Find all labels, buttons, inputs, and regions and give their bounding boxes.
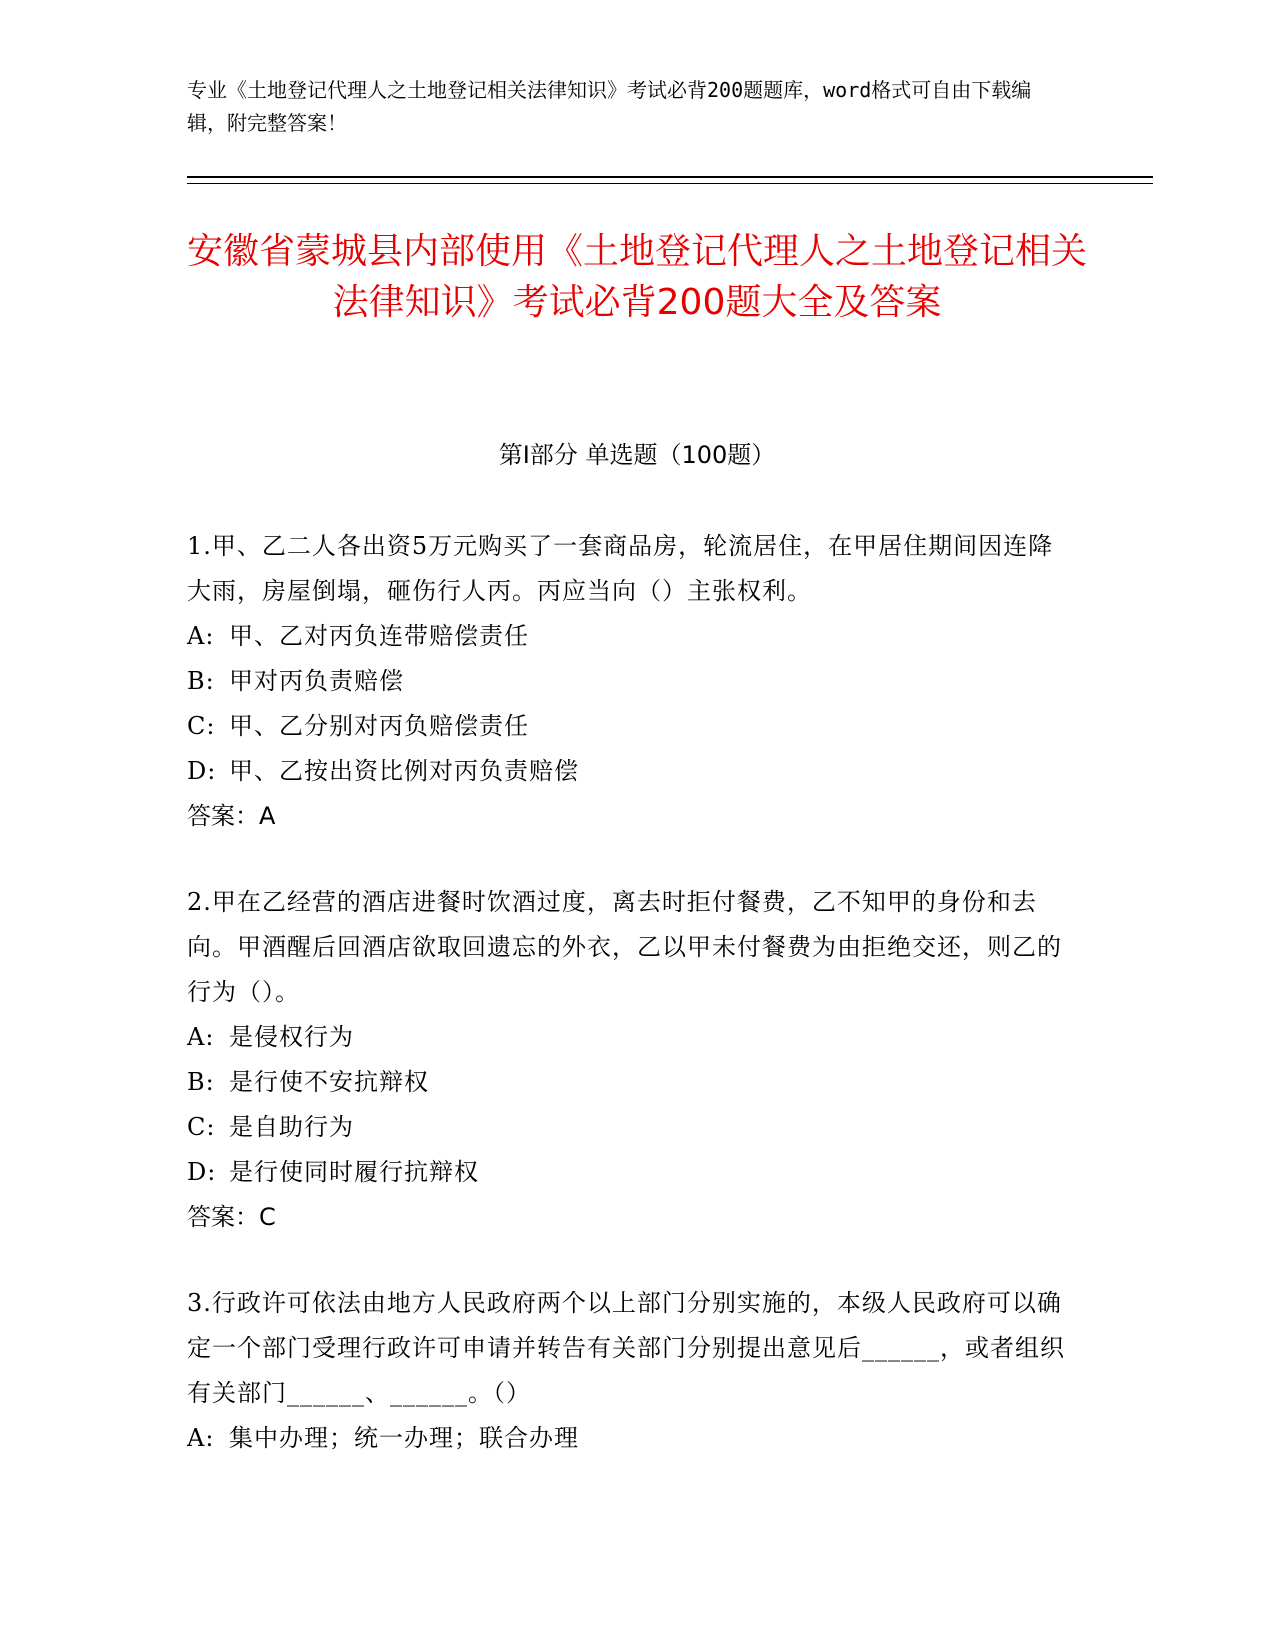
option-c <box>187 1105 1067 1150</box>
header-note: 专业《土地登记代理人之土地登记相关法律知识》考试必背200题题库，word格式可自由下载编辑，附完整答案！ <box>187 78 1032 135</box>
option-key: D: <box>187 1158 217 1186</box>
question-stem: 3.行政许可依法由地方人民政府两个以上部门分别实施的，本级人民政府可以确定一个部门受理行政许可申请并转告有关部门分别提出意见后______，或者组织有关部门______、______。（） <box>187 1289 1065 1407</box>
option-text: 是行使同时履行抗辩权 <box>229 1158 479 1186</box>
section-title: 第Ⅰ部分 单选题（100题） <box>498 441 776 469</box>
option-a <box>187 614 1067 659</box>
option-text: 是行使不安抗辩权 <box>229 1068 429 1096</box>
option-text: 甲、乙对丙负连带赔偿责任 <box>229 622 529 650</box>
option-key: C: <box>187 712 216 740</box>
header-divider-thick <box>187 176 1153 178</box>
option-key: B: <box>187 667 215 695</box>
question-3 <box>187 1281 1067 1461</box>
option-a <box>187 1416 1067 1461</box>
option-b <box>187 659 1067 704</box>
option-key: B: <box>187 1068 215 1096</box>
option-b <box>187 1060 1067 1105</box>
question-1 <box>187 524 1067 839</box>
option-text: 是自助行为 <box>229 1113 354 1141</box>
option-text: 甲、乙按出资比例对丙负责赔偿 <box>229 757 579 785</box>
option-a <box>187 1015 1067 1060</box>
option-text: 是侵权行为 <box>229 1023 354 1051</box>
option-text: 甲对丙负责赔偿 <box>229 667 404 695</box>
option-key: D: <box>187 757 217 785</box>
option-key: A: <box>187 622 215 650</box>
document-title: 安徽省蒙城县内部使用《土地登记代理人之土地登记相关法律知识》考试必背200题大全及答案 <box>187 231 1088 323</box>
option-text: 集中办理；统一办理；联合办理 <box>229 1424 579 1452</box>
option-d <box>187 749 1067 794</box>
option-key: A: <box>187 1424 215 1452</box>
question-2 <box>187 880 1067 1240</box>
question-answer: 答案：A <box>187 802 276 830</box>
question-list <box>187 524 1067 1502</box>
option-text: 甲、乙分别对丙负赔偿责任 <box>229 712 529 740</box>
question-answer: 答案：C <box>187 1203 276 1231</box>
question-stem: 1.甲、乙二人各出资5万元购买了一套商品房，轮流居住，在甲居住期间因连降大雨，房屋倒塌，砸伤行人丙。丙应当向（）主张权利。 <box>187 532 1054 605</box>
option-c <box>187 704 1067 749</box>
option-d <box>187 1150 1067 1195</box>
header-divider-thin <box>187 183 1153 184</box>
option-key: C: <box>187 1113 216 1141</box>
question-stem: 2.甲在乙经营的酒店进餐时饮酒过度，离去时拒付餐费，乙不知甲的身份和去向。甲酒醒后回酒店欲取回遗忘的外衣，乙以甲未付餐费为由拒绝交还，则乙的行为（）。 <box>187 888 1062 1006</box>
option-key: A: <box>187 1023 215 1051</box>
